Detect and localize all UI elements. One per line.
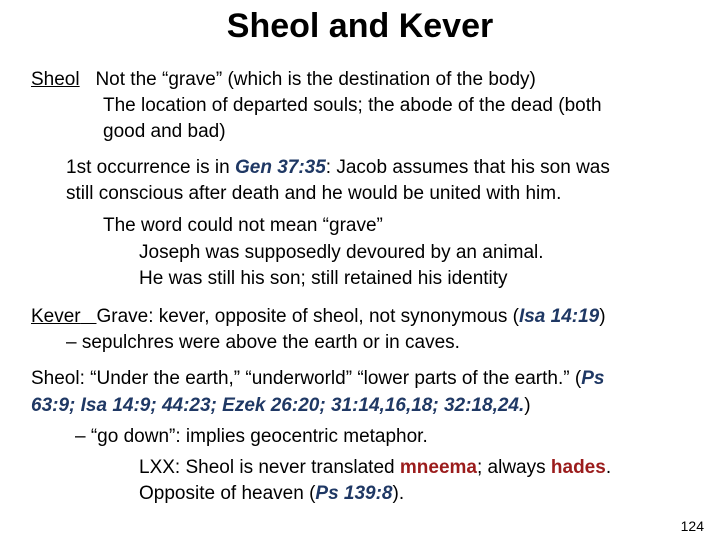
meaning-line-5 xyxy=(139,482,404,506)
meaning-line-3: – “go down”: implies geocentric metaphor. xyxy=(75,426,428,447)
sheol-def-3: good and bad) xyxy=(103,121,226,142)
meaning-line-4 xyxy=(139,456,611,480)
occurrence-suffix: : Jacob assumes that his son was xyxy=(325,157,610,178)
sheol-line-1 xyxy=(31,68,536,92)
meaning-close: ) xyxy=(524,395,531,416)
meaning-line-1 xyxy=(31,367,604,391)
occurrence-line-1 xyxy=(66,156,610,180)
page-number: 124 xyxy=(680,518,704,534)
sheol-def-1: Not the “grave” (which is the destination of the body) xyxy=(95,69,536,90)
hades-word: hades xyxy=(550,457,606,478)
lxx-prefix: LXX: Sheol is never translated xyxy=(139,457,400,478)
kever-line-2: – sepulchres were above the earth or in caves. xyxy=(66,332,460,353)
occurrence-line-5: He was still his son; still retained his identity xyxy=(139,268,508,289)
isa-reference: Isa 14:19 xyxy=(518,306,600,327)
ps139-reference: Ps 139:8 xyxy=(315,483,393,504)
occurrence-prefix: 1st occurrence is in xyxy=(66,157,235,178)
kever-text: Grave: kever, opposite of sheol, not synonymous ( xyxy=(96,306,519,327)
lxx-end: . xyxy=(605,457,612,478)
occurrence-line-2: still conscious after death and he would be united with him. xyxy=(66,183,562,204)
scripture-references: 63:9; Isa 14:9; 44:23; Ezek 26:20; 31:14,16,18; 32:18,24. xyxy=(31,395,525,416)
kever-term: Kever xyxy=(31,306,81,327)
lxx-mid: ; always xyxy=(476,457,551,478)
occurrence-line-3: The word could not mean “grave” xyxy=(103,215,383,236)
kever-close: ) xyxy=(599,306,606,327)
sheol-def-2: The location of departed souls; the abode of the dead (both xyxy=(103,95,602,116)
meaning-text: Sheol: “Under the earth,” “underworld” “lower parts of the earth.” ( xyxy=(31,368,582,389)
mneema-word: mneema xyxy=(399,457,477,478)
heaven-prefix: Opposite of heaven ( xyxy=(139,483,316,504)
heaven-end: ). xyxy=(392,483,405,504)
ps-reference-start: Ps xyxy=(581,368,605,389)
occurrence-line-4: Joseph was supposedly devoured by an animal. xyxy=(139,242,544,263)
kever-line-1 xyxy=(31,305,606,329)
kever-underline-gap xyxy=(81,306,97,327)
slide-title: Sheol and Kever xyxy=(226,7,494,45)
gen-reference: Gen 37:35 xyxy=(234,157,326,178)
meaning-line-2 xyxy=(31,394,531,418)
sheol-term: Sheol xyxy=(31,69,80,90)
